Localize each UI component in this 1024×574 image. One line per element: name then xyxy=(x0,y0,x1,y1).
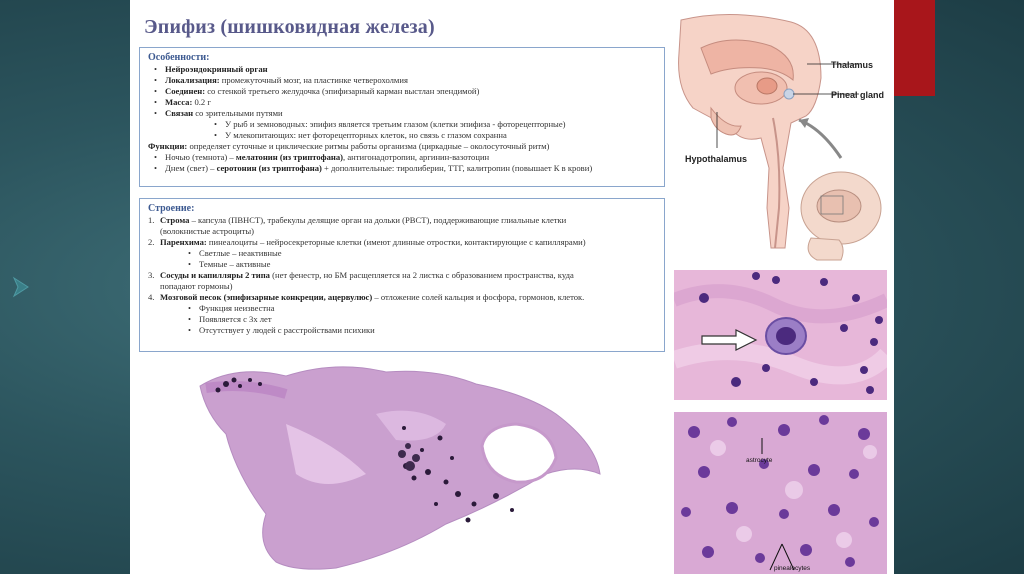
bullet-icon: • xyxy=(188,314,192,324)
structure-box xyxy=(139,198,665,352)
features-text: Масса: xyxy=(165,97,193,107)
structure-text: Светлые – неактивные xyxy=(199,248,282,258)
page-title: Эпифиз (шишковидная железа) xyxy=(144,16,435,38)
structure-list xyxy=(148,215,656,336)
structure-text: Сосуды и капилляры 2 типа xyxy=(160,270,270,280)
tissue-section-image xyxy=(196,354,608,574)
features-text: определяет суточные и циклические ритмы работы организма (циркадные – околосуточный ритм) xyxy=(187,141,550,151)
accent-bar xyxy=(893,0,935,96)
structure-line xyxy=(148,314,656,325)
features-line xyxy=(148,119,656,130)
structure-text: пинеалоциты – нейросекреторные клетки (имеют длинные отростки, контактирующие с капиллярами) xyxy=(206,237,586,247)
bullet-icon: • xyxy=(188,325,192,335)
features-text: У млекопитающих: нет фоторецепторных клеток, но связь с глазом сохранна xyxy=(225,130,507,140)
features-text: Функции: xyxy=(148,141,188,151)
structure-line xyxy=(148,325,656,336)
thalamus-label: Thalamus xyxy=(831,60,874,70)
features-box xyxy=(139,47,665,187)
bullet-icon: • xyxy=(154,97,158,107)
structure-line xyxy=(148,270,656,281)
hypothalamus-label: Hypothalamus xyxy=(685,154,748,164)
features-text: Локализация: xyxy=(165,75,220,85)
pineal-gland-label: Pineal gland xyxy=(831,90,885,100)
structure-line xyxy=(148,248,656,259)
features-text: Соединен: xyxy=(165,86,206,96)
structure-line xyxy=(148,303,656,314)
features-list xyxy=(148,64,656,174)
features-line xyxy=(148,97,656,108)
structure-text: – капсула (ПВНСТ), трабекулы делящие орган на дольки (РВСТ), поддерживающие глиальные клетки xyxy=(189,215,567,225)
structure-text: (волокнистые астроциты) xyxy=(160,226,254,236)
slide-nav-arrow-icon[interactable] xyxy=(10,276,32,298)
bullet-icon: • xyxy=(214,130,218,140)
structure-text: попадают гормоны) xyxy=(160,281,233,291)
features-line xyxy=(148,152,656,163)
features-text: У рыб и земноводных: эпифиз является третьим глазом (клетки эпифиза - фоторецепторные) xyxy=(225,119,566,129)
features-line xyxy=(148,86,656,97)
bullet-icon: • xyxy=(188,303,192,313)
features-text: 0.2 г xyxy=(192,97,211,107)
features-text: промежуточный мозг, на пластинке четверохолмия xyxy=(219,75,408,85)
pinealocytes-label: pinealocytes xyxy=(774,565,811,572)
structure-line xyxy=(148,226,656,237)
list-number: 1. xyxy=(148,215,155,225)
bullet-icon: • xyxy=(214,119,218,129)
structure-line xyxy=(148,292,656,303)
structure-text: Мозговой песок (эпифизарные конкреции, ацервулюс) xyxy=(160,292,373,302)
structure-text: Паренхима: xyxy=(160,237,207,247)
features-text: Ночью (темнота) – xyxy=(165,152,236,162)
bullet-icon: • xyxy=(154,64,158,74)
bullet-icon: • xyxy=(154,75,158,85)
micrograph-pinealocyte xyxy=(674,270,887,400)
structure-line xyxy=(148,237,656,248)
features-text: со зрительными путями xyxy=(193,108,283,118)
list-number: 4. xyxy=(148,292,155,302)
structure-text: Отсутствует у людей с расстройствами психики xyxy=(199,325,375,335)
bullet-icon: • xyxy=(188,248,192,258)
structure-text: Функция неизвестна xyxy=(199,303,275,313)
features-text: со стенкой третьего желудочка (эпифизарный карман выстлан эпендимой) xyxy=(205,86,480,96)
micrograph-astrocyte xyxy=(674,412,887,574)
structure-line xyxy=(148,215,656,226)
brain-diagram xyxy=(671,8,889,265)
list-number: 3. xyxy=(148,270,155,280)
features-line xyxy=(148,108,656,119)
structure-text: Строма xyxy=(160,215,190,225)
features-line xyxy=(148,163,656,174)
structure-text: – отложение солей кальция и фосфора, гормонов, клеток. xyxy=(372,292,585,302)
astrocyte-label: astrocyte xyxy=(746,457,773,464)
features-line xyxy=(148,130,656,141)
structure-line xyxy=(148,259,656,270)
features-text: Нейроэндокринный орган xyxy=(165,64,268,74)
features-text: Днем (свет) – xyxy=(165,163,217,173)
slide xyxy=(130,0,894,574)
bullet-icon: • xyxy=(154,163,158,173)
structure-line xyxy=(148,281,656,292)
features-text: мелатонин (из триптофана) xyxy=(235,152,344,162)
bullet-icon: • xyxy=(154,108,158,118)
structure-heading: Строение: xyxy=(148,203,195,214)
features-line xyxy=(148,75,656,86)
bullet-icon: • xyxy=(188,259,192,269)
features-line xyxy=(148,64,656,75)
bullet-icon: • xyxy=(154,152,158,162)
list-number: 2. xyxy=(148,237,155,247)
features-text: Связан xyxy=(165,108,194,118)
features-text: + дополнительные: тиролиберин, ТТГ, калитропин (повышает К в крови) xyxy=(321,163,593,173)
features-text: , антигонадотропин, аргинин-вазотоцин xyxy=(343,152,490,162)
structure-text: Темные – активные xyxy=(199,259,271,269)
features-text: серотонин (из триптофана) xyxy=(216,163,322,173)
features-line xyxy=(148,141,656,152)
bullet-icon: • xyxy=(154,86,158,96)
structure-text: (нет фенестр, но БМ расщепляется на 2 листка с образованием пространства, куда xyxy=(269,270,574,280)
structure-text: Появляется с 3х лет xyxy=(199,314,272,324)
features-heading: Особенности: xyxy=(148,52,210,63)
